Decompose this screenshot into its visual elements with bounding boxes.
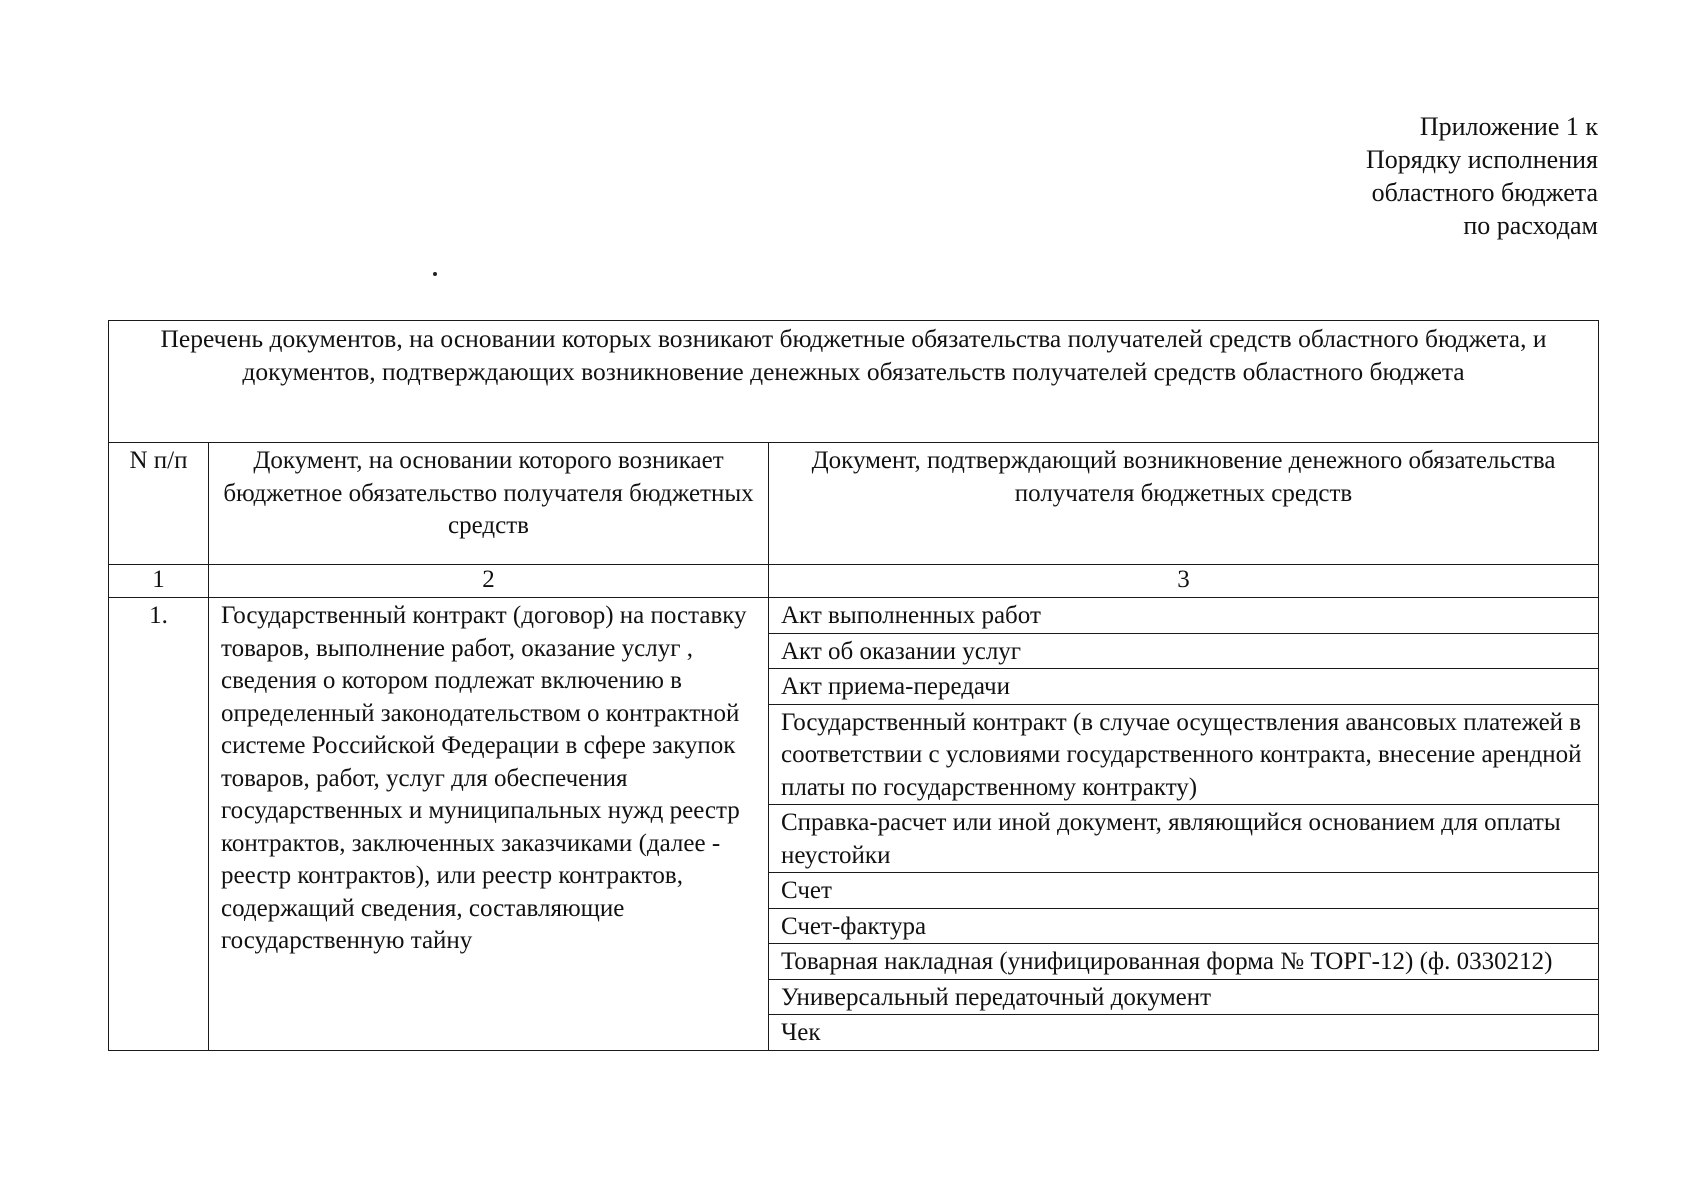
column-number: 2 <box>209 565 769 598</box>
confirming-document: Акт выполненных работ <box>769 598 1598 634</box>
table-header-row <box>109 443 1599 565</box>
appendix-line: Приложение 1 к <box>1419 112 1598 141</box>
header-confirming-document: Документ, подтверждающий возникновение денежного обязательства получателя бюджетных средств <box>769 443 1599 565</box>
confirming-document: Чек <box>781 1019 821 1046</box>
documents-table <box>108 320 1599 1051</box>
confirming-documents-cell <box>769 598 1599 1051</box>
appendix-line: Порядку исполнения <box>1366 145 1598 174</box>
row-number: 1. <box>109 598 209 1051</box>
confirming-document: Справка-расчет или иной документ, являющийся основанием для оплаты неустойки <box>769 805 1598 873</box>
confirming-document: Акт об оказании услуг <box>769 634 1598 670</box>
appendix-line: по расходам <box>1463 211 1598 240</box>
table-row <box>109 598 1599 1051</box>
confirming-document: Товарная накладная (унифицированная форма № ТОРГ-12) (ф. 0330212) <box>769 944 1598 980</box>
column-number-row <box>109 565 1599 598</box>
column-number: 1 <box>109 565 209 598</box>
table-caption-row <box>109 321 1599 443</box>
header-basis-document: Документ, на основании которого возникает бюджетное обязательство получателя бюджетных средств <box>209 443 769 565</box>
confirming-document: Акт приема-передачи <box>769 669 1598 705</box>
header-number: N п/п <box>109 443 209 565</box>
confirming-document: Счет <box>769 873 1598 909</box>
appendix-line: областного бюджета <box>1371 178 1598 207</box>
confirming-document: Универсальный передаточный документ <box>769 980 1598 1016</box>
confirming-document: Государственный контракт (в случае осуществления авансовых платежей в соответствии с условиями государственного контракта, внесение арендной платы по государственному контракту) <box>769 705 1598 806</box>
scan-speck <box>433 272 437 276</box>
basis-document: Государственный контракт (договор) на поставку товаров, выполнение работ, оказание услуг , сведения о котором подлежат включению в определенный законодательством о контрактной системе Российской Федерации в сфере закупок товаров, работ, услуг для обеспечения государственных и муниципальных нужд реестр контрактов, заключенных заказчиками (далее - реестр контрактов), или реестр контрактов, содержащий сведения, составляющие государственную тайну <box>209 598 769 1051</box>
column-number: 3 <box>769 565 1599 598</box>
table-caption: Перечень документов, на основании которых возникают бюджетные обязательства получателей средств областного бюджета, и документов, подтверждающих возникновение денежных обязательств получателей средств областного бюджета <box>109 321 1599 443</box>
confirming-document: Счет-фактура <box>769 909 1598 945</box>
appendix-header <box>1366 110 1598 242</box>
confirming-documents-list <box>769 598 1598 1050</box>
